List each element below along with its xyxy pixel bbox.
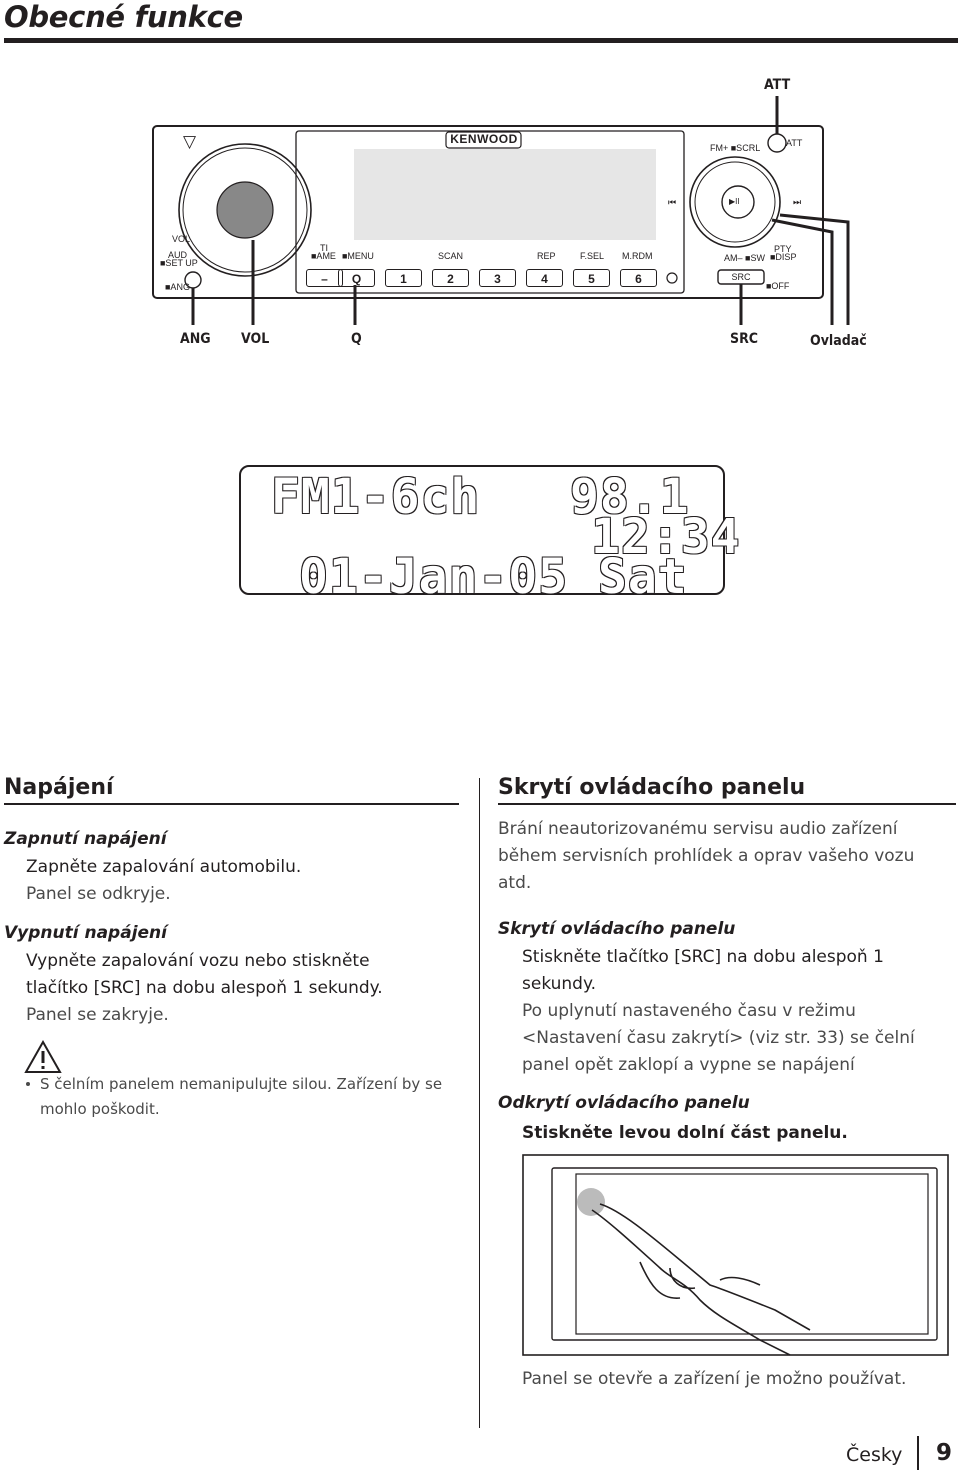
faceplate-figure <box>0 0 960 360</box>
scan-label: SCAN <box>438 251 464 261</box>
preset-button-1: 1 <box>385 269 422 287</box>
power-on-heading: Zapnutí napájení <box>4 829 167 849</box>
power-off-step-1: Vypněte zapalování vozu nebo stiskněte <box>26 951 370 971</box>
hide-subheading: Skrytí ovládacího panelu <box>498 919 736 939</box>
disp-label: ■DISP <box>770 252 797 262</box>
page-title: Obecné funkce <box>4 0 243 34</box>
hide-note-2: <Nastavení času zakrytí> (viz str. 33) se čelní <box>522 1028 915 1048</box>
page-number: 9 <box>936 1440 953 1466</box>
aud-label: AUD <box>168 250 188 260</box>
footer-divider <box>917 1436 919 1470</box>
column-divider <box>479 778 480 1428</box>
lcd-display <box>239 465 741 605</box>
hide-panel-rule <box>498 803 956 805</box>
hide-note-3: panel opět zaklopí a vypne se napájení <box>522 1055 855 1075</box>
lcd-line-3: 01-Jan-05 Sat <box>299 549 688 605</box>
vol-label: VOL <box>172 234 191 244</box>
ame-label: ■AME <box>311 251 336 261</box>
warning-bullet <box>26 1082 30 1086</box>
hide-note-1: Po uplynutí nastaveného času v režimu <box>522 1001 856 1021</box>
menu-label: ■MENU <box>342 251 374 261</box>
lcd-line-2: 12:34 <box>591 509 741 565</box>
preset-button-3: 3 <box>479 269 516 287</box>
att-label: ATT <box>786 138 803 148</box>
off-label: ■OFF <box>766 281 790 291</box>
faceplate-outline <box>0 0 960 360</box>
q-button: Q <box>338 269 375 287</box>
pty-label: PTY <box>774 244 792 254</box>
show-step: Stiskněte levou dolní část panelu. <box>522 1123 848 1143</box>
fsel-label: F.SEL <box>580 251 605 261</box>
callout-knob: Ovladač <box>810 333 867 349</box>
warning-text-1: S čelním panelem nemanipulujte silou. Zařízení by se <box>40 1075 443 1093</box>
panel-press-illustration <box>520 1150 960 1370</box>
ti-label: TI <box>320 243 328 253</box>
hide-intro-3: atd. <box>498 873 532 893</box>
show-subheading: Odkrytí ovládacího panelu <box>498 1093 750 1113</box>
warning-text-2: mohlo poškodit. <box>40 1100 160 1118</box>
src-button: SRC <box>731 272 751 282</box>
power-off-step-2: tlačítko [SRC] na dobu alespoň 1 sekundy. <box>26 978 383 998</box>
rep-label: REP <box>537 251 556 261</box>
prev-icon: ⏮ <box>668 197 677 207</box>
power-heading: Napájení <box>4 775 114 800</box>
brand-logo: KENWOOD <box>450 132 518 146</box>
power-on-result: Panel se odkryje. <box>26 884 171 904</box>
power-on-step: Zapněte zapalování automobilu. <box>26 857 302 877</box>
lcd-line-1: FM1-6ch 98.1 <box>271 469 690 525</box>
preset-button-2: 2 <box>432 269 469 287</box>
am-label: AM– ■SW <box>724 253 765 263</box>
hide-step-1: Stiskněte tlačítko [SRC] na dobu alespoň 1 <box>522 947 884 967</box>
power-rule <box>4 803 459 805</box>
preset-button-4: 4 <box>526 269 563 287</box>
caption-text: Panel se otevře a zařízení je možno používat. <box>522 1369 907 1389</box>
callout-vol: VOL <box>241 331 270 347</box>
eject-icon: ▽ <box>183 132 197 151</box>
hide-intro-2: během servisních prohlídek a oprav vašeho vozu <box>498 846 915 866</box>
power-off-result: Panel se zakryje. <box>26 1005 169 1025</box>
mrdm-label: M.RDM <box>622 251 653 261</box>
callout-src: SRC <box>730 331 759 347</box>
ang-label: ■ANG <box>165 282 190 292</box>
footer-language: Česky <box>846 1444 903 1466</box>
setup-label: ■SET UP <box>160 258 198 268</box>
preset-button-minus: – <box>306 269 343 287</box>
preset-button-5: 5 <box>573 269 610 287</box>
power-off-heading: Vypnutí napájení <box>4 923 167 943</box>
callout-ang: ANG <box>180 331 211 347</box>
preset-button-6: 6 <box>620 269 657 287</box>
warning-icon <box>24 1040 62 1074</box>
fm-label: FM+ ■SCRL <box>710 143 761 153</box>
hide-intro-1: Brání neautorizovanému servisu audio zařízení <box>498 819 898 839</box>
hide-panel-heading: Skrytí ovládacího panelu <box>498 775 806 800</box>
play-pause-icon: ▶II <box>729 197 740 206</box>
next-icon: ⏭ <box>793 197 802 207</box>
callout-att: ATT <box>764 77 791 93</box>
callout-q: Q <box>351 331 362 347</box>
hide-step-2: sekundy. <box>522 974 597 994</box>
